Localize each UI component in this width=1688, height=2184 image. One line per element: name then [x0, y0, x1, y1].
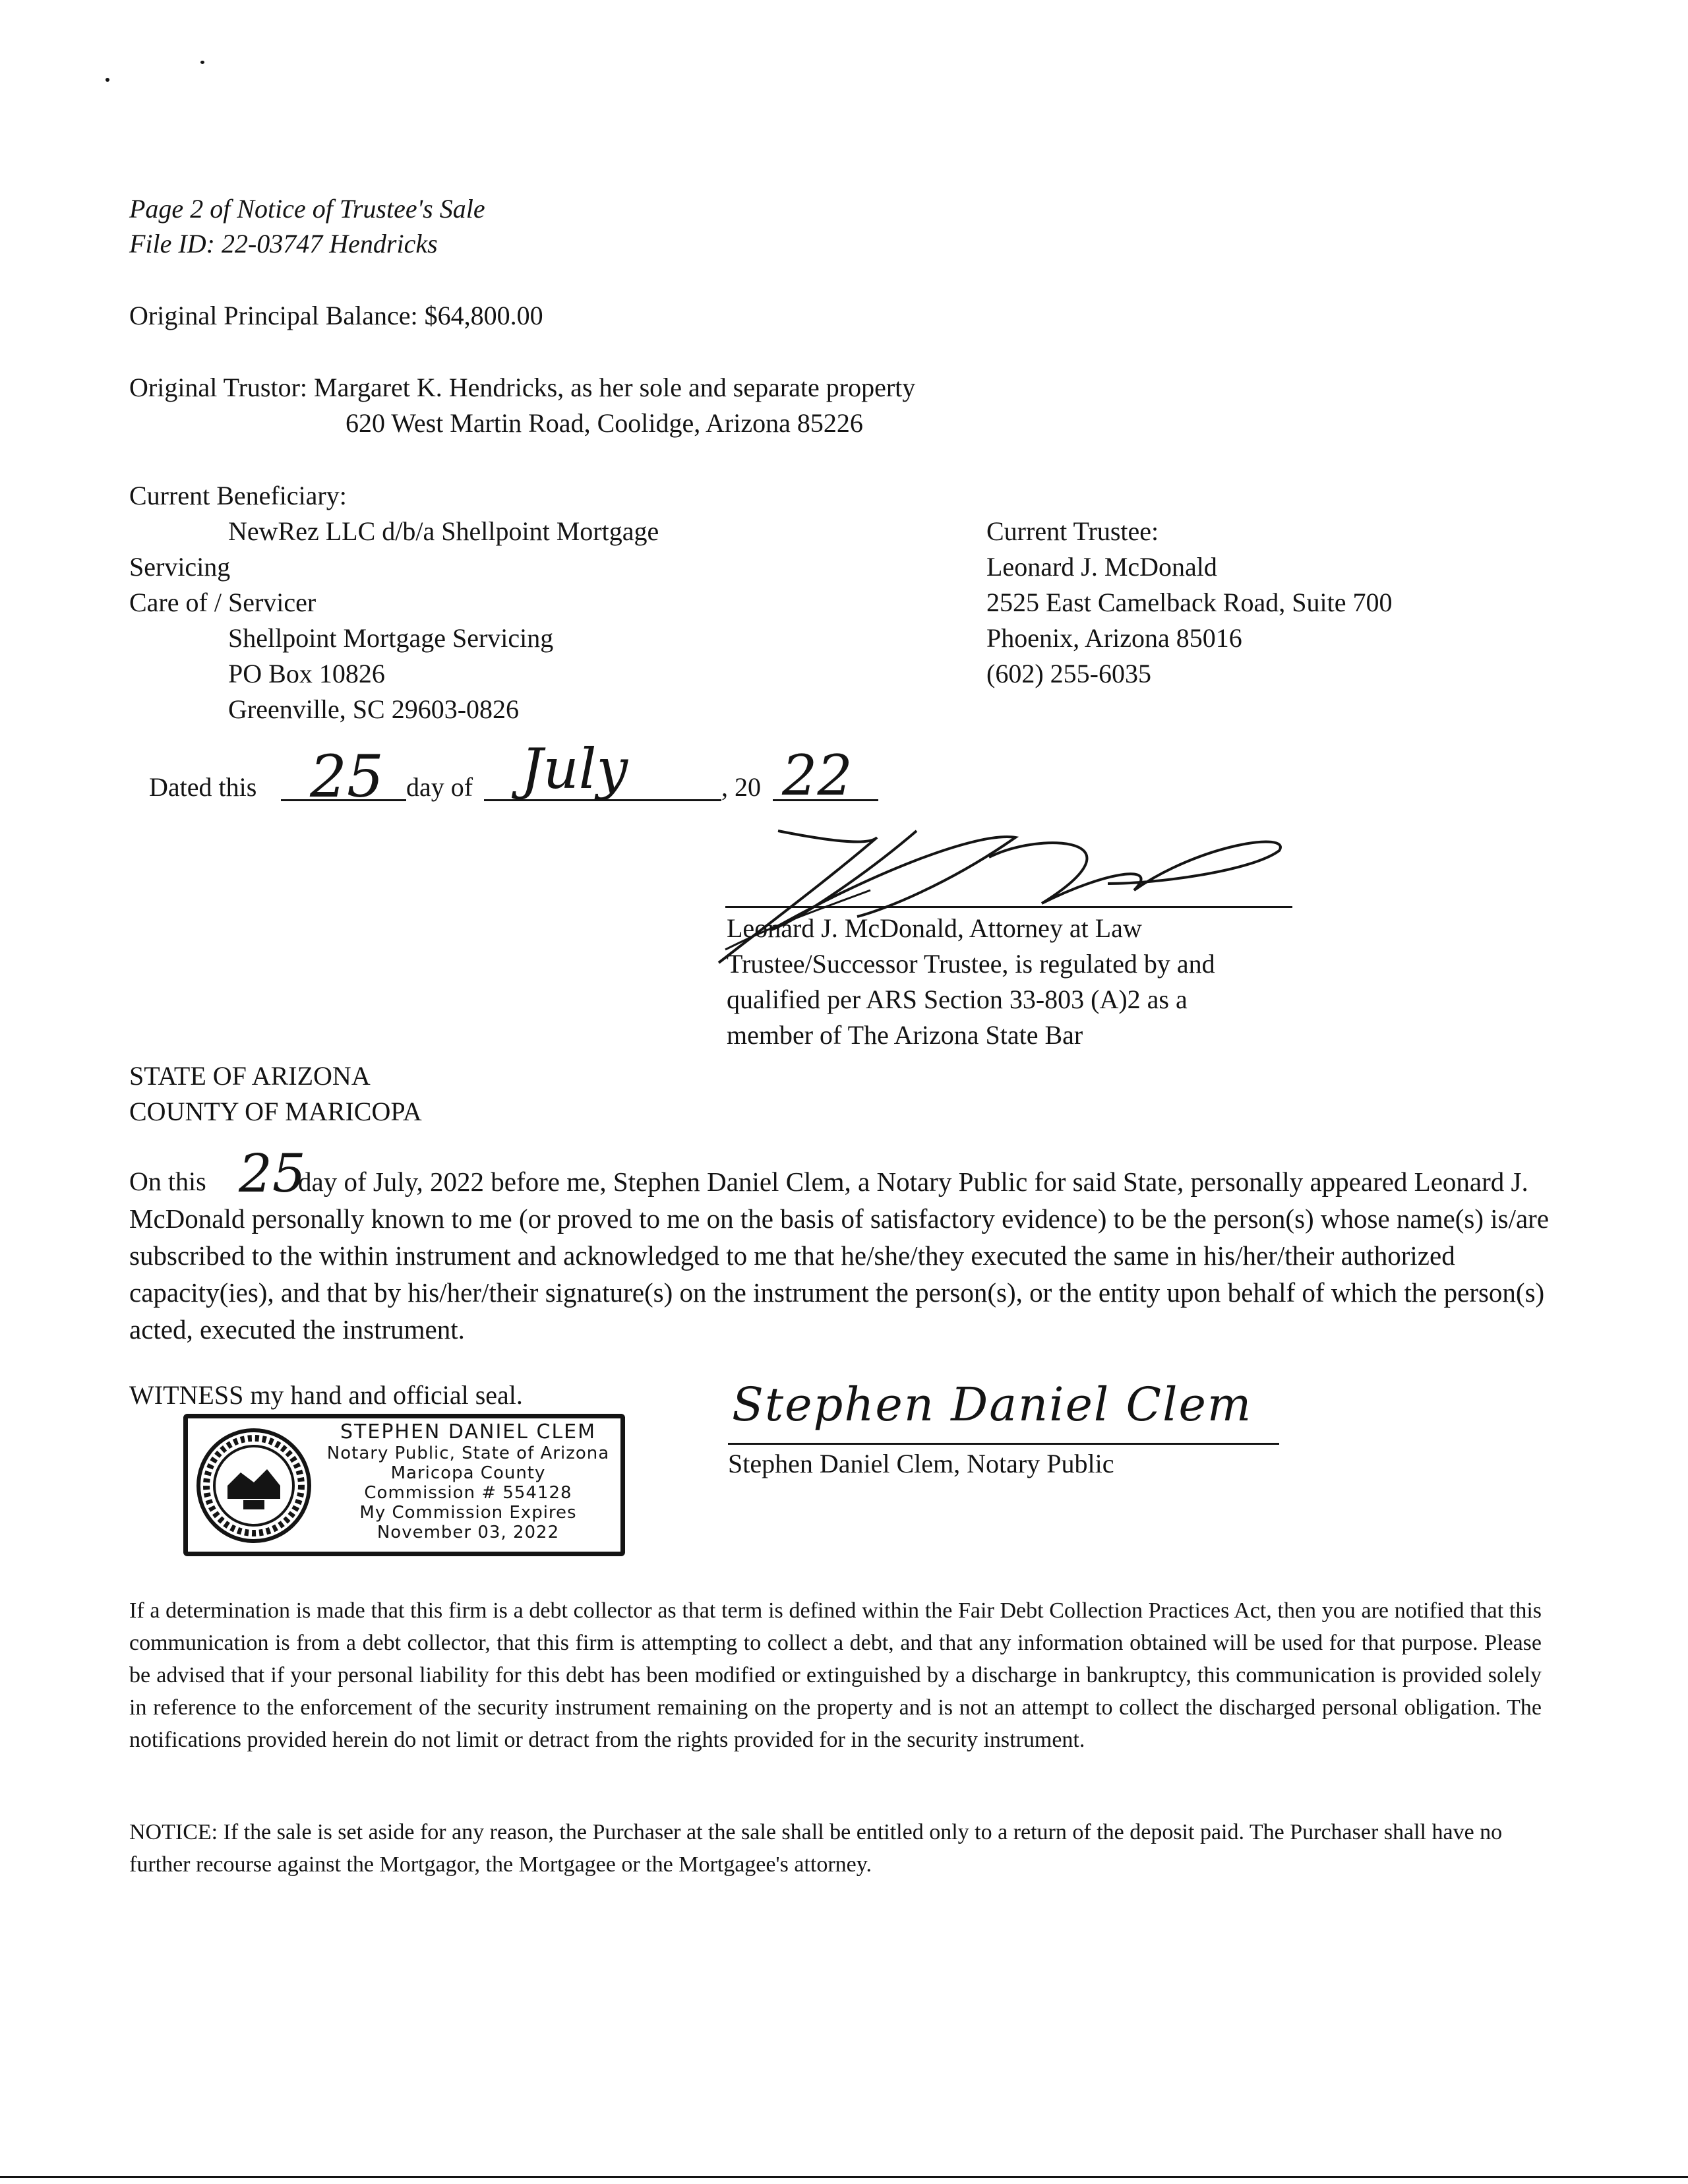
stamp-name: STEPHEN DANIEL CLEM: [340, 1420, 596, 1443]
beneficiary-label: Current Beneficiary:: [129, 481, 347, 510]
scan-speck: [200, 61, 204, 64]
trustee-phone: (602) 255-6035: [986, 659, 1151, 688]
fdcpa-disclosure: If a determination is made that this firm is a debt collector as that term is defined within the Fair Debt Collection Practices Act, then you are notified that this communication is from a debt collector, that this firm is attempting to collect a debt, and that any information obtained will be used for that purpose. Please be advised that if your personal liability for this debt has been modified or extinguished by a discharge in bankruptcy, this communication is provided solely in reference to the enforcement of the security instrument remaining on the property and is not an attempt to collect the discharged personal obligation. The notifications provided herein do not limit or detract from the rights provided for in the security instrument.: [129, 1598, 1542, 1752]
notary-signature-script: Stephen Daniel Clem: [732, 1378, 1253, 1432]
stamp-title: Notary Public, State of Arizona: [326, 1443, 610, 1463]
beneficiary-name-cont: Servicing: [129, 552, 231, 582]
state-seal-icon: [195, 1426, 313, 1545]
stamp-expires-label: My Commission Expires: [359, 1503, 577, 1523]
original-trustor: Original Trustor: Margaret K. Hendricks, as her sole and separate property: [129, 373, 916, 402]
signatory-title: Trustee/Successor Trustee, is regulated by and: [727, 949, 1215, 979]
dated-day: 25: [310, 743, 384, 810]
bottom-rule: [0, 2176, 1688, 2178]
stamp-commission: Commission # 554128: [364, 1483, 572, 1503]
trustor-address: 620 West Martin Road, Coolidge, Arizona 85226: [346, 408, 863, 438]
notary-caption: Stephen Daniel Clem, Notary Public: [728, 1449, 1114, 1478]
signatory-qualification: qualified per ARS Section 33-803 (A)2 as a: [727, 985, 1188, 1014]
notary-signature-line: [728, 1443, 1279, 1445]
dated-day-of: day of: [406, 772, 473, 802]
trustee-signature-line: [725, 906, 1292, 908]
trustee-address: 2525 East Camelback Road, Suite 700: [986, 588, 1393, 617]
venue-county: COUNTY OF MARICOPA: [129, 1097, 422, 1126]
acknowledgment-text: day of July, 2022 before me, Stephen Daniel Clem, a Notary Public for said State, personally appeared Leonard J. McDonald personally known to me (or proved to me on the basis of satisfactory evidence) to be the person(s) whose name(s) is/are subscribed to the within instrument and acknowledged to me that he/she/they executed the same in his/her/their authorized capacity(ies), and that by his/her/their signature(s) on the instrument the person(s), or the entity upon behalf of which the person(s) acted, executed the instrument.: [129, 1167, 1550, 1345]
stamp-county: Maricopa County: [390, 1463, 546, 1483]
stamp-expires-date: November 03, 2022: [377, 1523, 560, 1542]
notary-stamp: [183, 1414, 625, 1556]
ack-day: 25: [239, 1143, 306, 1204]
original-principal-balance: Original Principal Balance: $64,800.00: [129, 301, 543, 330]
dated-prefix: Dated this: [149, 772, 257, 802]
trustee-name: Leonard J. McDonald: [986, 552, 1217, 582]
beneficiary-name: NewRez LLC d/b/a Shellpoint Mortgage: [228, 516, 659, 546]
servicer-po-box: PO Box 10826: [228, 659, 385, 688]
page-header: Page 2 of Notice of Trustee's Sale: [129, 194, 485, 224]
dated-year: 22: [782, 743, 853, 808]
dated-month: July: [521, 737, 628, 801]
servicer-name: Shellpoint Mortgage Servicing: [228, 623, 554, 653]
dated-year-prefix: , 20: [721, 772, 761, 802]
trustee-label: Current Trustee:: [986, 516, 1159, 546]
witness-line: WITNESS my hand and official seal.: [129, 1380, 523, 1410]
care-of-label: Care of / Servicer: [129, 588, 316, 617]
trustee-city: Phoenix, Arizona 85016: [986, 623, 1242, 653]
ack-prefix: On this: [129, 1167, 206, 1196]
servicer-city: Greenville, SC 29603-0826: [228, 694, 520, 724]
scan-speck: [106, 78, 109, 82]
file-id: File ID: 22-03747 Hendricks: [129, 229, 438, 258]
signatory-name: Leonard J. McDonald, Attorney at Law: [727, 913, 1142, 943]
signatory-membership: member of The Arizona State Bar: [727, 1020, 1083, 1050]
notice-text: NOTICE: If the sale is set aside for any reason, the Purchaser at the sale shall be entitled only to a return of the deposit paid. The Purchaser shall have no further recourse against the Mortgagor, the Mortgagee or the Mortgagee's attorney.: [129, 1820, 1503, 1877]
venue-state: STATE OF ARIZONA: [129, 1061, 371, 1091]
